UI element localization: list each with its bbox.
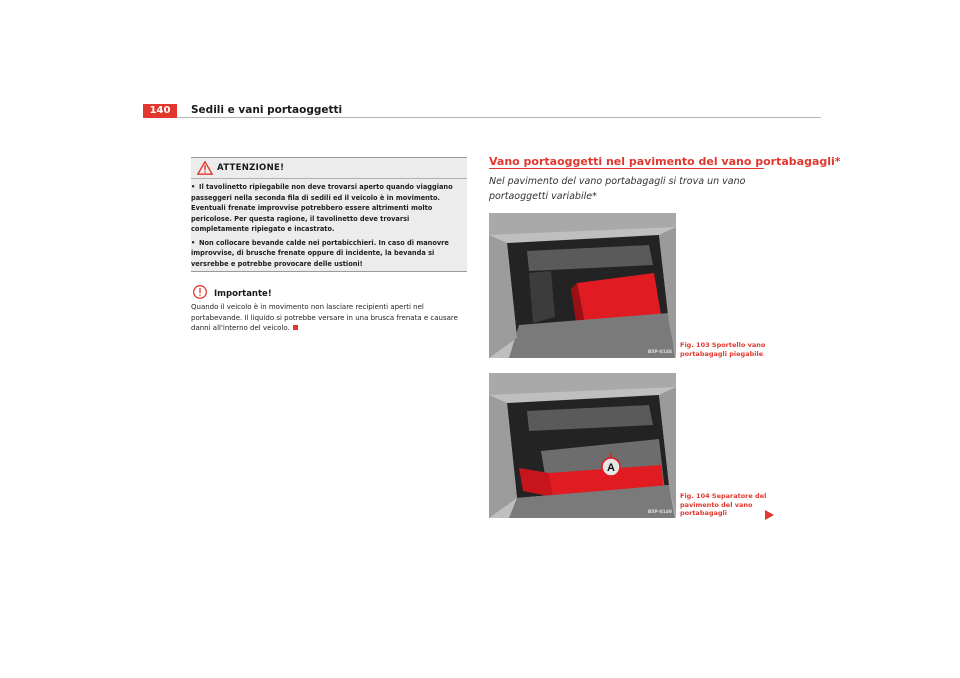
figure-caption-104: Fig. 104 Separatore del pavimento del vano portabagagli [680,492,767,517]
section-heading: Vano portaoggetti nel pavimento del vano portabagagli* [489,155,841,168]
warning-title: ATTENZIONE! [217,163,285,173]
warning-item-text: Non collocare bevande calde nei portabicchieri. In caso di manovre improvvise, di brusche frenate oppure di incidente, la bevanda si versrebbe e potrebbe provocare delle ustioni! [191,238,449,268]
warning-item-text: Il tavolinetto ripiegabile non deve trovarsi aperto quando viaggiano passeggeri nella seconda fila di sedili ed il veicolo è in movimento. Eventuali frenate improvvise potrebbero essere altrimenti molto pericolose. Per questa ragione, il tavolinetto deve trovarsi completamente ripiegato e incastrato. [191,183,453,233]
warning-item [191,238,465,270]
warning-body [191,182,465,272]
section-intro: Nel pavimento del vano portabagagli si trova un vano portaoggetti variabile* [489,176,746,202]
trunk-photo-2 [489,373,676,518]
page-number: 140 [143,104,177,118]
section-heading-rule [489,168,764,169]
continue-arrow-icon [765,510,774,520]
warning-item [191,182,465,235]
bullet-icon: • [191,238,196,247]
bullet-icon: • [191,183,196,191]
warning-separator [191,178,467,179]
trunk-photo-1 [489,213,676,358]
important-body [191,302,471,334]
warning-header [191,158,467,178]
section-end-marker [293,325,298,330]
important-icon [193,285,207,299]
header-rule [143,117,821,118]
figure-code: B5P-0148 [647,350,672,355]
figure-code: B5P-0149 [647,510,672,515]
important-title: Importante! [214,289,272,299]
warning-box [191,157,467,272]
figure-caption-103: Fig. 103 Sportello vano portabagagli piegabile [680,341,766,358]
section-title: Sedili e vani portaoggetti [191,104,343,116]
callout-label-a: A [607,462,615,474]
important-text: Quando il veicolo è in movimento non lasciare recipienti aperti nel portabevande. Il liquido si potrebbe versare in una brusca frenata e causare danni all'interno del veicolo. [191,303,458,332]
figure-103 [489,213,676,358]
figure-104 [489,373,676,518]
warning-triangle-icon [197,161,213,175]
